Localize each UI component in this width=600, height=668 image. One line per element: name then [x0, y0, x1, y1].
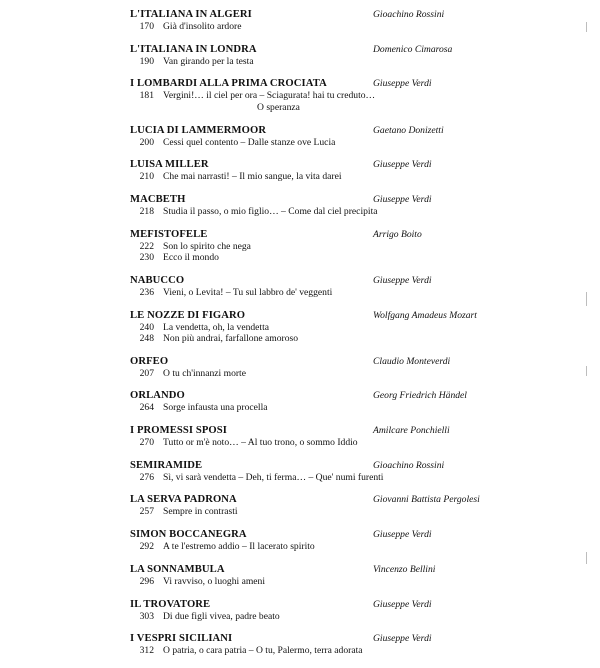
opera-heading-row [130, 275, 580, 287]
opera-heading-row [130, 390, 580, 402]
opera-title: NABUCCO [130, 274, 185, 286]
opera-entry [130, 599, 580, 623]
opera-title: L'ITALIANA IN LONDRA [130, 43, 257, 55]
opera-title: I VESPRI SICILIANI [130, 633, 233, 645]
aria-title [163, 287, 332, 299]
aria-title [163, 645, 363, 657]
aria-text: Ecco il mondo [163, 252, 219, 264]
aria-line [130, 645, 580, 657]
composer-name: Giuseppe Verdi [373, 193, 432, 205]
aria-title [163, 56, 254, 68]
page-number: 257 [139, 506, 154, 518]
aria-title [163, 21, 241, 33]
opera-title: SEMIRAMIDE [130, 459, 203, 471]
composer-name: Giuseppe Verdi [373, 529, 432, 541]
aria-title [163, 506, 238, 518]
composer-name: Domenico Cimarosa [373, 43, 453, 55]
composer-name: Georg Friedrich Händel [373, 390, 467, 402]
page-number: 312 [139, 645, 154, 657]
opera-title: MACBETH [130, 193, 186, 205]
opera-entry [130, 229, 580, 264]
aria-text: Che mai narrasti! – Il mio sangue, la vita darei [163, 171, 342, 183]
opera-entry [130, 310, 580, 345]
aria-text: La vendetta, oh, la vendetta [163, 321, 270, 333]
aria-text: Son lo spirito che nega [163, 240, 251, 252]
opera-entry [130, 494, 580, 518]
composer-name: Amilcare Ponchielli [373, 425, 450, 437]
opera-title: L'ITALIANA IN ALGERI [130, 9, 252, 20]
aria-text: Van girando per la testa [163, 55, 254, 67]
aria-line [130, 137, 580, 149]
aria-line [130, 611, 580, 623]
opera-title: ORFEO [130, 355, 169, 367]
page-number: 181 [139, 90, 154, 102]
opera-heading-row [130, 529, 580, 541]
opera-heading-row [130, 633, 580, 645]
aria-title [163, 576, 265, 588]
opera-entry [130, 356, 580, 380]
aria-text-continuation: O speranza [257, 101, 300, 113]
aria-text: Vi ravviso, o luoghi ameni [163, 575, 266, 587]
aria-line [130, 241, 580, 253]
aria-text: Cessi quel contento – Dalle stanze ove Lucia [163, 136, 336, 148]
aria-text: Studia il passo, o mio figlio… – Come dal ciel precipita [163, 205, 378, 217]
aria-text: O tu ch'innanzi morte [163, 367, 246, 379]
opera-heading-row [130, 494, 580, 506]
page-number: 248 [139, 333, 154, 344]
page-number: 210 [139, 171, 154, 183]
aria-line [130, 402, 580, 414]
page-number: 218 [139, 205, 154, 217]
aria-line [130, 171, 580, 183]
opera-heading-row [130, 159, 580, 171]
page-number: 200 [139, 136, 154, 148]
page-number: 170 [139, 21, 154, 32]
aria-text: Vergini!… il ciel per ora – Sciagurata! hai tu creduto… [163, 90, 376, 102]
aria-line [130, 21, 580, 33]
page-number: 296 [139, 575, 154, 587]
composer-name: Wolfgang Amadeus Mozart [373, 309, 477, 321]
opera-entry [130, 529, 580, 553]
composer-name: Giuseppe Verdi [373, 78, 432, 90]
aria-title [163, 171, 342, 183]
aria-line [130, 541, 580, 553]
opera-entry [130, 275, 580, 299]
aria-text: A te l'estremo addio – Il lacerato spirito [163, 541, 315, 553]
aria-line [130, 287, 580, 299]
opera-title: MEFISTOFELE [130, 228, 208, 240]
page-number: 207 [139, 367, 154, 379]
aria-title [163, 472, 383, 484]
composer-name: Claudio Monteverdi [373, 355, 451, 367]
aria-title [163, 333, 298, 345]
opera-title: LA SONNAMBULA [130, 563, 225, 575]
aria-title [163, 368, 246, 380]
opera-title: LUISA MILLER [130, 159, 209, 171]
composer-name: Giuseppe Verdi [373, 598, 432, 610]
opera-entry [130, 44, 580, 68]
aria-line [130, 368, 580, 380]
opera-entry [130, 9, 580, 33]
opera-entry [130, 460, 580, 484]
aria-title [163, 611, 280, 623]
page-number: 236 [139, 286, 154, 298]
page-number: 230 [139, 252, 154, 264]
aria-title [163, 241, 251, 253]
composer-name: Vincenzo Bellini [373, 563, 436, 575]
opera-heading-row [130, 44, 580, 56]
opera-heading-row [130, 9, 580, 21]
aria-text: O patria, o cara patria – O tu, Palermo, terra adorata [163, 645, 363, 657]
page-number: 222 [139, 240, 154, 252]
composer-name: Gioachino Rossini [373, 459, 445, 471]
page-number: 190 [139, 55, 154, 67]
composer-name: Gaetano Donizetti [373, 124, 444, 136]
aria-line [130, 322, 580, 334]
opera-heading-row [130, 564, 580, 576]
aria-line [130, 472, 580, 484]
opera-heading-row [130, 125, 580, 137]
aria-text: Non più andrai, farfallone amoroso [163, 333, 299, 344]
aria-text: Tutto or m'è noto… – Al tuo trono, o sommo Iddio [163, 437, 358, 449]
opera-index-list [130, 9, 580, 668]
aria-line [130, 252, 580, 264]
opera-title: LA SERVA PADRONA [130, 494, 237, 506]
aria-title [163, 541, 315, 553]
page-number: 270 [139, 437, 154, 449]
scan-edge-line [586, 292, 587, 306]
opera-entry [130, 390, 580, 414]
opera-heading-row [130, 599, 580, 611]
opera-heading-row [130, 310, 580, 322]
composer-name: Giuseppe Verdi [373, 159, 432, 171]
opera-entry [130, 125, 580, 149]
aria-line [130, 437, 580, 449]
aria-text: Sì, vi sarà vendetta – Deh, ti ferma… – Que' numi furenti [163, 471, 384, 483]
aria-text: Vieni, o Levita! – Tu sul labbro de' veggenti [163, 286, 333, 298]
opera-title: IL TROVATORE [130, 598, 211, 610]
aria-title [163, 90, 375, 113]
opera-heading-row [130, 356, 580, 368]
page-number: 303 [139, 610, 154, 622]
scan-edge-line [586, 552, 587, 564]
aria-title [163, 252, 219, 264]
page-number: 276 [139, 471, 154, 483]
aria-line [130, 333, 580, 345]
aria-title [163, 437, 358, 449]
opera-entry [130, 159, 580, 183]
page-number: 264 [139, 402, 154, 414]
opera-entry [130, 78, 580, 113]
opera-title: I PROMESSI SPOSI [130, 425, 227, 437]
aria-title [163, 402, 268, 414]
opera-heading-row [130, 425, 580, 437]
opera-entry [130, 425, 580, 449]
aria-title [163, 206, 378, 218]
opera-entry [130, 194, 580, 218]
composer-name: Arrigo Boito [373, 228, 422, 240]
opera-title: LE NOZZE DI FIGARO [130, 309, 246, 321]
opera-heading-row [130, 194, 580, 206]
composer-name: Giuseppe Verdi [373, 633, 432, 645]
page-number: 292 [139, 541, 154, 553]
opera-title: SIMON BOCCANEGRA [130, 529, 247, 541]
composer-name: Gioachino Rossini [373, 9, 445, 20]
aria-text: Sorge infausta una procella [163, 402, 268, 414]
scan-edge-line [586, 366, 587, 376]
opera-heading-row [130, 460, 580, 472]
aria-line [130, 506, 580, 518]
opera-title: ORLANDO [130, 390, 185, 402]
opera-entry [130, 633, 580, 657]
aria-line [130, 56, 580, 68]
aria-text: Sempre in contrasti [163, 506, 238, 518]
opera-heading-row [130, 229, 580, 241]
scan-edge-line [586, 22, 587, 32]
opera-entry [130, 564, 580, 588]
composer-name: Giuseppe Verdi [373, 274, 432, 286]
composer-name: Giovanni Battista Pergolesi [373, 494, 480, 506]
aria-line [130, 90, 580, 113]
aria-text: Di due figli vivea, padre beato [163, 610, 280, 622]
opera-heading-row [130, 78, 580, 90]
aria-line [130, 576, 580, 588]
page-number: 240 [139, 321, 154, 333]
opera-title: LUCIA DI LAMMERMOOR [130, 124, 267, 136]
opera-title: I LOMBARDI ALLA PRIMA CROCIATA [130, 78, 327, 90]
aria-text: Già d'insolito ardore [163, 21, 242, 32]
aria-title [163, 137, 335, 149]
aria-line [130, 206, 580, 218]
aria-title [163, 322, 269, 334]
